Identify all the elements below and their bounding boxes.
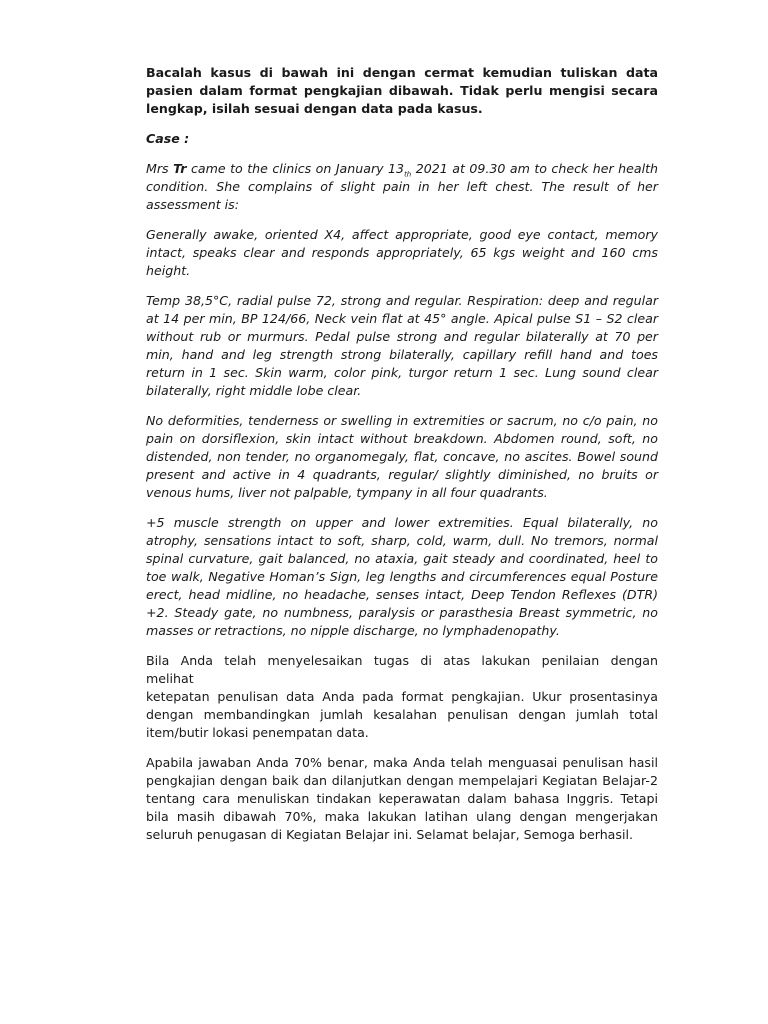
vital-signs-paragraph: Temp 38,5°C, radial pulse 72, strong and regular. Respiration: deep and regular at 14 per min, BP 124/66, Neck vein flat at 45° angle. Apical pulse S1 – S2 clear without rub or murmurs. Pedal pulse strong and regular bilaterally at 70 per min, hand and leg strength strong bilaterally, capillary refill hand and toes return in 1 sec. Skin warm, color pink, turgor return 1 sec. Lung sound clear bilaterally, right middle lobe clear. [146, 293, 658, 398]
case-intro-prefix: Mrs [146, 161, 174, 176]
closing-paragraph: Apabila jawaban Anda 70% benar, maka Anda telah menguasai penulisan hasil pengkajian dengan baik dan dilanjutkan dengan mempelajari Kegiatan Belajar-2 tentang cara menuliskan tindakan keperawatan dalam bahasa Inggris. Tetapi bila masih dibawah 70%, maka lakukan latihan ulang dengan mengerjakan seluruh penugasan di Kegiatan Belajar ini. Selamat belajar, Semoga berhasil. [146, 755, 658, 842]
evaluation-paragraph [146, 652, 658, 742]
case-intro-text-b: 2021 at 09.30 am to check her health condition. She complains of slight pain in her left chest. The result of her assessment is: [146, 161, 658, 212]
instructions-paragraph: Bacalah kasus di bawah ini dengan cermat kemudian tuliskan data pasien dalam format pengkajian dibawah. Tidak perlu mengisi secara lengkap, isilah sesuai dengan data pada kasus. [146, 65, 658, 116]
case-intro-paragraph [146, 160, 658, 214]
date-suffix: th [404, 170, 412, 179]
evaluation-line-2: melihat [146, 671, 194, 686]
general-assessment-paragraph: Generally awake, oriented X4, affect appropriate, good eye contact, memory intact, speaks clear and responds appropriately, 65 kgs weight and 160 cms height. [146, 227, 658, 278]
patient-name: Tr [173, 161, 187, 176]
document-page [146, 64, 658, 856]
evaluation-line-1: Bila Anda telah menyelesaikan tugas di atas lakukan penilaian dengan [146, 653, 658, 668]
case-intro-text-a: came to the clinics on January 13 [186, 161, 405, 176]
musculoskeletal-paragraph: +5 muscle strength on upper and lower extremities. Equal bilaterally, no atrophy, sensations intact to soft, sharp, cold, warm, dull. No tremors, normal spinal curvature, gait balanced, no ataxia, gait steady and coordinated, heel to toe walk, Negative Homan’s Sign, leg lengths and circumferences equal Posture erect, head midline, no headache, senses intact, Deep Tendon Reflexes (DTR) +2. Steady gate, no numbness, paralysis or parasthesia Breast symmetric, no masses or retractions, no nipple discharge, no lymphadenopathy. [146, 515, 658, 638]
case-label: Case : [146, 131, 190, 146]
evaluation-rest: ketepatan penulisan data Anda pada format pengkajian. Ukur prosentasinya dengan membandingkan jumlah kesalahan penulisan dengan jumlah total item/butir lokasi penempatan data. [146, 689, 658, 740]
extremities-abdomen-paragraph: No deformities, tenderness or swelling in extremities or sacrum, no c/o pain, no pain on dorsiflexion, skin intact without breakdown. Abdomen round, soft, no distended, non tender, no organomegaly, flat, concave, no ascites. Bowel sound present and active in 4 quadrants, regular/ slightly diminished, no bruits or venous hums, liver not palpable, tympany in all four quadrants. [146, 413, 658, 500]
